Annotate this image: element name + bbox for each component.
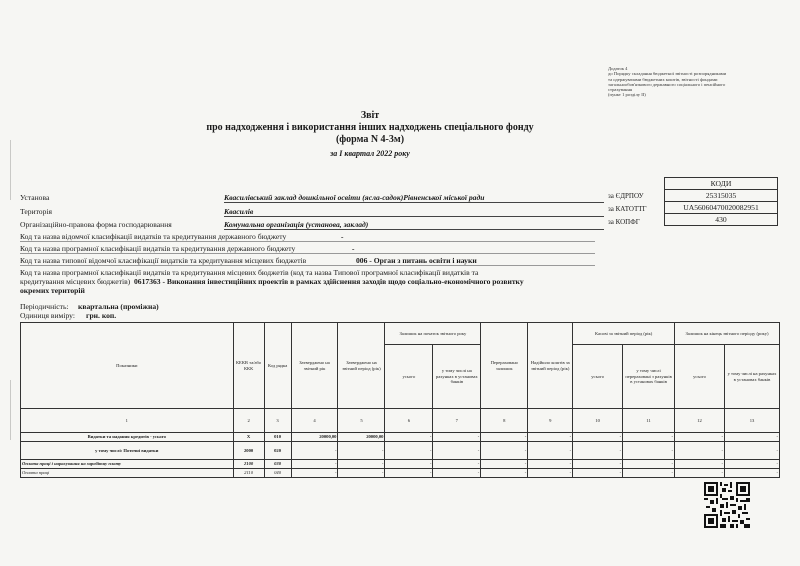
row-value: -	[573, 433, 623, 442]
col-number: 4	[291, 409, 338, 433]
row-value: -	[528, 469, 573, 478]
underline	[224, 216, 604, 217]
row-value: -	[573, 460, 623, 469]
edrpou-label: за ЄДРПОУ	[608, 192, 644, 200]
table-row	[21, 469, 780, 478]
row-value: -	[724, 469, 779, 478]
row-value: -	[385, 433, 433, 442]
row-value: -	[675, 442, 725, 460]
header-recalculated: Перераховано залишок	[481, 323, 528, 409]
typical-classification-label: Код та назва типової відомчої класифікації видатків та кредитування місцевих бюджетів	[20, 256, 307, 265]
header-incl-banks: у тому числі на рахунках в установах банків	[724, 345, 779, 409]
row-value: -	[433, 442, 481, 460]
kopfg-label: за КОПФГ	[608, 218, 640, 226]
row-value: -	[528, 433, 573, 442]
row-code: 040	[264, 469, 291, 478]
header-approved-year: Затверджено на звітний рік	[291, 323, 338, 409]
report-period: за I квартал 2022 року	[330, 149, 410, 158]
typical-classification-value: 006 - Орган з питань освіти і науки	[356, 256, 477, 265]
title-line-3: (форма N 4-3м)	[335, 134, 405, 145]
header-balance-end: Залишок на кінець звітного періоду (року)	[675, 323, 780, 345]
column-number-row	[21, 409, 780, 433]
table-row	[21, 442, 780, 460]
col-number: 11	[623, 409, 675, 433]
row-value: -	[481, 460, 528, 469]
header-received: Надійшло коштів за звітний період (рік)	[528, 323, 573, 409]
col-number: 10	[573, 409, 623, 433]
local-classification-label-1: Код та назва програмної класифікації видатків та кредитування місцевих бюджетів (код та назва Типової програмної класифікації видатків та	[20, 268, 479, 277]
codes-header: КОДИ	[665, 178, 778, 190]
codes-table	[664, 177, 778, 226]
note-line: страхування	[608, 87, 633, 93]
row-value: -	[385, 469, 433, 478]
row-value: -	[623, 442, 675, 460]
header-indicators: Показники	[21, 323, 234, 409]
row-value: -	[481, 433, 528, 442]
row-value: -	[528, 460, 573, 469]
header-balance-start: Залишок на початок звітного року	[385, 323, 481, 345]
header-incl-banks: у тому числі на рахунках в установах банків	[433, 345, 481, 409]
row-value: -	[433, 469, 481, 478]
row-value: -	[385, 460, 433, 469]
periodicity-value: квартальна (проміжна)	[78, 302, 159, 311]
row-code: 010	[264, 433, 291, 442]
col-number: 12	[675, 409, 725, 433]
row-value: -	[481, 469, 528, 478]
row-kekv: 2110	[233, 469, 264, 478]
kopfg-code: 430	[665, 214, 778, 226]
row-value: -	[433, 460, 481, 469]
row-value: 20000,00	[291, 433, 338, 442]
row-value: -	[433, 433, 481, 442]
qr-code-icon	[704, 482, 750, 528]
row-kekv: X	[233, 433, 264, 442]
row-name: у тому числі: Поточні видатки	[21, 442, 234, 460]
dept-classification-value: -	[341, 232, 344, 241]
row-kekv: 2000	[233, 442, 264, 460]
katottg-code: UA56060470020082951	[665, 202, 778, 214]
row-code: 020	[264, 442, 291, 460]
row-value: -	[724, 460, 779, 469]
col-number: 6	[385, 409, 433, 433]
col-number: 9	[528, 409, 573, 433]
row-code: 030	[264, 460, 291, 469]
legal-form-label: Організаційно-правова форма господарювання	[20, 220, 172, 229]
header-approved-period: Затверджено на звітний період (рік)	[338, 323, 385, 409]
row-value: -	[623, 460, 675, 469]
col-number: 3	[264, 409, 291, 433]
territory-value: Квасилів	[224, 207, 254, 216]
underline	[224, 202, 604, 203]
local-classification-value-1: 0617363 - Виконання інвестиційних проектів в рамках здійснення заходів щодо соціально-економічного розвитку	[134, 277, 524, 286]
row-value: -	[724, 433, 779, 442]
row-value: -	[291, 469, 338, 478]
appendix-note	[608, 66, 786, 98]
row-name: Видатки та надання кредитів - усього	[21, 433, 234, 442]
header-kekv: КЕКВ та/або ККК	[233, 323, 264, 409]
note-line: та одержувачами бюджетних коштів, звітності фондами	[608, 76, 718, 82]
row-value: -	[338, 469, 385, 478]
title-line-2: про надходження і використання інших надходжень спеціального фонду	[206, 122, 534, 133]
prog-classification-label: Код та назва програмної класифікації видатків та кредитування державного бюджету	[20, 244, 296, 253]
row-value: -	[573, 469, 623, 478]
row-value: -	[675, 469, 725, 478]
row-name: Оплата праці	[21, 469, 234, 478]
table-row	[21, 460, 780, 469]
col-number: 13	[724, 409, 779, 433]
note-line: загальнообов'язкового державного соціального і пенсійного	[608, 81, 726, 87]
underline	[224, 229, 604, 230]
col-number: 7	[433, 409, 481, 433]
local-classification-value-2: окремих територій	[20, 286, 85, 295]
katottg-label: за КАТОТТГ	[608, 205, 647, 213]
row-value: -	[291, 442, 338, 460]
row-value: -	[573, 442, 623, 460]
header-total: усього	[573, 345, 623, 409]
row-value: -	[623, 469, 675, 478]
row-name: Оплата праці і нарахування на заробітну плату	[21, 460, 234, 469]
col-number: 5	[338, 409, 385, 433]
row-value: -	[338, 460, 385, 469]
report-title	[150, 110, 590, 158]
row-value: -	[481, 442, 528, 460]
territory-label: Територія	[20, 207, 52, 216]
dept-classification-label: Код та назва відомчої класифікації видатків та кредитування державного бюджету	[20, 232, 287, 241]
unit-label: Одиниця виміру:	[20, 311, 75, 320]
row-value: 20000,00	[338, 433, 385, 442]
note-line: Додаток 4	[608, 66, 628, 71]
periodicity-label: Періодичність:	[20, 302, 69, 311]
col-number: 8	[481, 409, 528, 433]
row-value: -	[385, 442, 433, 460]
header-row-code: Код рядка	[264, 323, 291, 409]
table-row	[21, 433, 780, 442]
col-number: 2	[233, 409, 264, 433]
punch-mark	[10, 140, 11, 200]
separator-line	[20, 265, 595, 266]
punch-mark	[10, 380, 11, 440]
row-value: -	[724, 442, 779, 460]
header-cash-incl: у тому числі перераховані з рахунків в установах банків	[623, 345, 675, 409]
header-total: усього	[675, 345, 725, 409]
legal-form-value: Комунальна організація (установа, заклад)	[224, 220, 369, 229]
row-value: -	[675, 460, 725, 469]
row-value: -	[528, 442, 573, 460]
row-value: -	[338, 442, 385, 460]
report-table	[20, 322, 780, 478]
row-value: -	[291, 460, 338, 469]
institution-value: Квасилівський заклад дошкільної освіти (ясла-садок)Рівненської міської ради	[224, 193, 485, 202]
header-cash: Касові за звітний період (рік)	[573, 323, 675, 345]
edrpou-code: 25315035	[665, 190, 778, 202]
row-value: -	[675, 433, 725, 442]
local-classification-label-2: кредитування місцевих бюджетів)	[20, 277, 131, 286]
separator-line	[20, 253, 595, 254]
unit-value: грн. коп.	[86, 311, 117, 320]
row-kekv: 2100	[233, 460, 264, 469]
header-total: усього	[385, 345, 433, 409]
note-line: (пункт 1 розділу II)	[608, 92, 646, 98]
institution-label: Установа	[20, 193, 50, 202]
separator-line	[20, 241, 595, 242]
note-line: до Порядку складання бюджетної звітності розпорядниками	[608, 71, 727, 77]
col-number: 1	[21, 409, 234, 433]
prog-classification-value: -	[352, 244, 355, 253]
title-line-1: Звіт	[360, 110, 380, 121]
row-value: -	[623, 433, 675, 442]
